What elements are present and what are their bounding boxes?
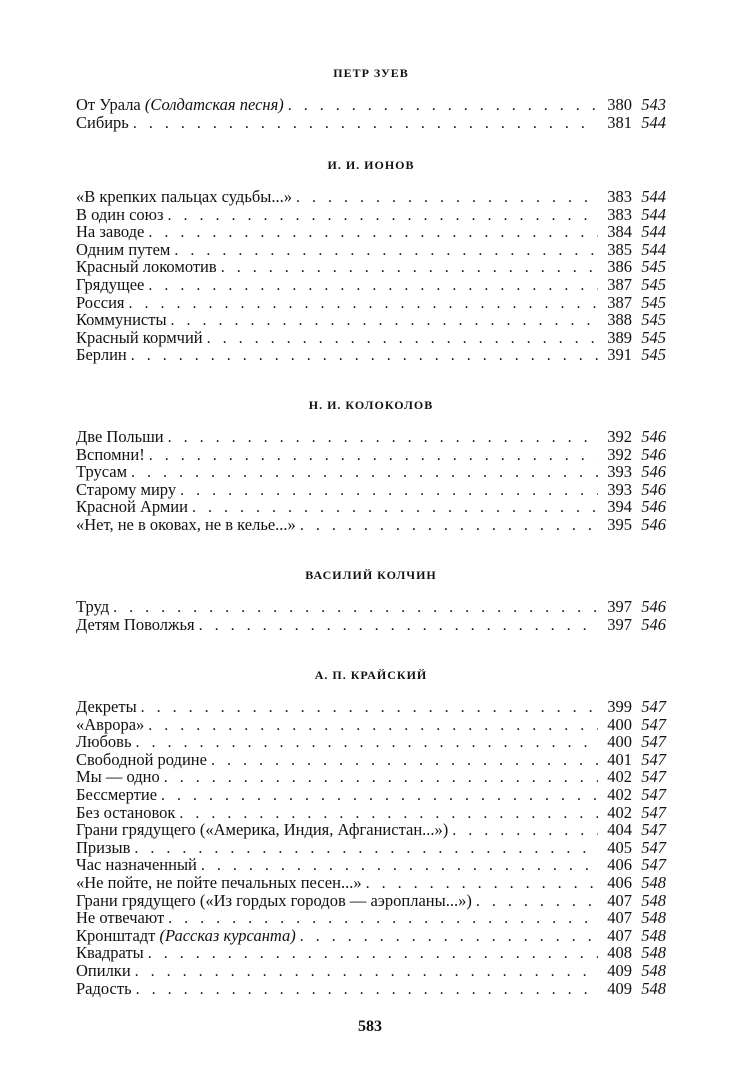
entry-title: Кронштадт (Рассказ курсанта) [76, 925, 296, 945]
entry-page: 387 [607, 292, 632, 312]
dot-leader [300, 928, 598, 946]
entry-title: Сибирь [76, 112, 129, 132]
toc-entry [76, 980, 666, 998]
toc-entry [76, 874, 666, 892]
entry-page: 387 [607, 274, 632, 294]
toc-entry [76, 294, 666, 312]
entry-note-page: 544 [641, 222, 666, 242]
entry-note-page: 546 [641, 514, 666, 534]
dot-leader [207, 330, 598, 348]
entry-note-page: 548 [641, 872, 666, 892]
toc-entry [76, 346, 666, 364]
entry-title: Мы — одно [76, 767, 160, 787]
entry-page: 392 [607, 444, 632, 464]
author-heading: Н. И. КОЛОКОЛОВ [308, 398, 434, 412]
dot-leader [135, 963, 598, 981]
dot-leader [452, 822, 598, 840]
entry-title: «Нет, не в оковах, не в келье...» [76, 514, 296, 534]
dot-leader [136, 981, 598, 999]
entry-title: «Аврора» [76, 714, 145, 734]
dot-leader [300, 517, 598, 535]
dot-leader [164, 769, 598, 787]
entry-title: Грани грядущего («Америка, Индия, Афганистан...») [76, 820, 449, 840]
entry-title: Старому миру [76, 479, 177, 499]
entry-page: 404 [607, 820, 632, 840]
entry-note-page: 547 [641, 855, 666, 875]
entry-title: Час назначенный [76, 855, 197, 875]
entry-note-page: 548 [641, 925, 666, 945]
toc-entry [76, 516, 666, 534]
entry-page: 402 [607, 767, 632, 787]
toc-entry [76, 481, 666, 499]
entry-note-page: 548 [641, 978, 666, 998]
entry-page: 389 [607, 327, 632, 347]
entry-title: Вспомни! [76, 444, 145, 464]
toc-entry [76, 241, 666, 259]
entry-page: 409 [607, 978, 632, 998]
entry-note-page: 548 [641, 890, 666, 910]
entry-note-page: 547 [641, 749, 666, 769]
entry-note-page: 547 [641, 714, 666, 734]
dot-leader [296, 189, 598, 207]
toc-entry [76, 768, 666, 786]
entry-title: Трусам [76, 462, 128, 482]
entry-page: 407 [607, 925, 632, 945]
entry-note-page: 544 [641, 204, 666, 224]
entry-page: 407 [607, 908, 632, 928]
entry-note-page: 544 [641, 112, 666, 132]
toc-entry [76, 258, 666, 276]
dot-leader [129, 295, 599, 313]
entry-subtitle: (Солдатская песня) [144, 95, 284, 114]
author-heading: А. П. КРАЙСКИЙ [314, 668, 428, 682]
dot-leader [149, 447, 598, 465]
entry-page: 385 [607, 239, 632, 259]
entry-note-page: 546 [641, 462, 666, 482]
dot-leader [131, 464, 598, 482]
toc-entry [76, 446, 666, 464]
entry-page: 395 [607, 514, 632, 534]
page-number: 583 [358, 1018, 382, 1035]
entry-title: Детям Поволжья [76, 614, 195, 634]
entry-title: «В крепких пальцах судьбы...» [76, 187, 292, 206]
entry-title: Одним путем [76, 239, 171, 259]
author-heading: ПЕТР ЗУЕВ [333, 66, 409, 80]
dot-leader [199, 617, 598, 635]
entry-page: 383 [607, 204, 632, 224]
entry-title: Грани грядущего («Из гордых городов — аэропланы...») [76, 890, 472, 910]
entry-note-page: 547 [641, 767, 666, 787]
toc-entry [76, 698, 666, 716]
entry-page: 397 [607, 614, 632, 634]
toc-entry [76, 114, 666, 132]
toc-entry [76, 733, 666, 751]
dot-leader [221, 259, 598, 277]
toc-entry [76, 786, 666, 804]
entry-note-page: 545 [641, 310, 666, 330]
entry-page: 386 [607, 257, 632, 277]
dot-leader [211, 752, 598, 770]
toc-entry [76, 188, 666, 206]
entry-note-page: 546 [641, 427, 666, 446]
entry-page: 393 [607, 479, 632, 499]
entry-note-page: 545 [641, 327, 666, 347]
entry-page: 402 [607, 802, 632, 822]
entry-note-page: 544 [641, 239, 666, 259]
entry-page: 394 [607, 497, 632, 517]
entry-title: Красный локомотив [76, 257, 217, 277]
toc-entry [76, 716, 666, 734]
entry-title: «Не пойте, не пойте печальных песен...» [76, 872, 362, 892]
entry-title: Призыв [76, 837, 131, 857]
entry-page: 406 [607, 855, 632, 875]
entry-page: 402 [607, 784, 632, 804]
toc-entry [76, 962, 666, 980]
entry-title: Декреты [76, 697, 137, 716]
entry-note-page: 547 [641, 784, 666, 804]
entry-note-page: 548 [641, 908, 666, 928]
entry-note-page: 543 [641, 95, 666, 114]
section-kraysky [76, 666, 666, 997]
entry-note-page: 546 [641, 444, 666, 464]
dot-leader [171, 312, 598, 330]
toc-entry [76, 463, 666, 481]
entry-title: Труд [76, 597, 110, 616]
dot-leader [180, 482, 598, 500]
entry-page: 408 [607, 943, 632, 963]
dot-leader [161, 787, 598, 805]
entry-page: 401 [607, 749, 632, 769]
entry-page: 399 [607, 697, 632, 716]
entry-note-page: 546 [641, 614, 666, 634]
entry-page: 383 [607, 187, 632, 206]
dot-leader [148, 945, 598, 963]
entry-page: 400 [607, 732, 632, 752]
toc-entry [76, 311, 666, 329]
dot-leader [133, 115, 598, 133]
entry-note-page: 546 [641, 497, 666, 517]
entry-note-page: 545 [641, 274, 666, 294]
toc-entry [76, 206, 666, 224]
entry-page: 381 [607, 112, 632, 132]
entry-note-page: 547 [641, 837, 666, 857]
entry-title: От Урала (Солдатская песня) [76, 95, 284, 114]
dot-leader [148, 277, 598, 295]
entry-page: 406 [607, 872, 632, 892]
toc-entry [76, 428, 666, 446]
entry-title: Россия [76, 292, 125, 312]
dot-leader [288, 97, 598, 115]
entry-page: 400 [607, 714, 632, 734]
dot-leader [134, 840, 598, 858]
entry-title: Радость [76, 978, 132, 998]
entry-note-page: 545 [641, 257, 666, 277]
toc-entry [76, 276, 666, 294]
entry-title: Не отвечают [76, 908, 165, 928]
entry-note-page: 548 [641, 960, 666, 980]
entry-title: На заводе [76, 222, 145, 242]
entry-title: Грядущее [76, 274, 145, 294]
author-heading: И. И. ИОНОВ [327, 158, 415, 172]
entry-title: Две Польши [76, 427, 164, 446]
entry-title: Берлин [76, 345, 127, 365]
dot-leader [131, 347, 598, 365]
section-kolchin [76, 566, 666, 633]
toc-entry [76, 223, 666, 241]
entry-note-page: 547 [641, 732, 666, 752]
toc-entry [76, 804, 666, 822]
entry-note-page: 547 [641, 820, 666, 840]
dot-leader [168, 207, 598, 225]
toc-entry [76, 498, 666, 516]
toc-entry [76, 909, 666, 927]
entry-page: 380 [607, 95, 632, 114]
dot-leader [476, 893, 598, 911]
entry-page: 384 [607, 222, 632, 242]
dot-leader [141, 699, 598, 717]
entry-note-page: 545 [641, 292, 666, 312]
entry-title: Бессмертие [76, 784, 158, 804]
entry-page: 392 [607, 427, 632, 446]
entry-subtitle: (Рассказ курсанта) [159, 925, 296, 945]
entry-title: Любовь [76, 732, 132, 752]
entry-page: 393 [607, 462, 632, 482]
entry-title: Без остановок [76, 802, 176, 822]
entry-title: Красной Армии [76, 497, 188, 517]
entry-note-page: 548 [641, 943, 666, 963]
toc-entry [76, 944, 666, 962]
entry-title: Свободной родине [76, 749, 207, 769]
section-kolokolov [76, 396, 666, 534]
toc-entry [76, 329, 666, 347]
entry-note-page: 544 [641, 187, 666, 206]
toc-entry [76, 616, 666, 634]
entry-page: 397 [607, 597, 632, 616]
dot-leader [168, 429, 598, 447]
entry-note-page: 547 [641, 697, 666, 716]
entry-note-page: 545 [641, 345, 666, 365]
entry-note-page: 546 [641, 597, 666, 616]
entry-title: Опилки [76, 960, 131, 980]
entry-title: Коммунисты [76, 310, 167, 330]
entry-note-page: 547 [641, 802, 666, 822]
entry-page: 409 [607, 960, 632, 980]
entry-page: 407 [607, 890, 632, 910]
toc-entry [76, 821, 666, 839]
toc-entry [76, 927, 666, 945]
toc-entry [76, 598, 666, 616]
dot-leader [174, 242, 598, 260]
author-heading: ВАСИЛИЙ КОЛЧИН [305, 568, 437, 582]
toc-entry [76, 856, 666, 874]
entry-page: 391 [607, 345, 632, 365]
entry-page: 405 [607, 837, 632, 857]
toc-entry [76, 839, 666, 857]
dot-leader [148, 224, 598, 242]
toc-entry [76, 751, 666, 769]
entry-page: 388 [607, 310, 632, 330]
toc-entry [76, 892, 666, 910]
entry-title: В один союз [76, 204, 164, 224]
entry-note-page: 546 [641, 479, 666, 499]
dot-leader [148, 717, 598, 735]
toc-entry [76, 96, 666, 114]
entry-title: Квадраты [76, 943, 144, 963]
entry-title: Красный кормчий [76, 327, 203, 347]
section-ionov [76, 156, 666, 364]
section-zuev [76, 64, 666, 131]
